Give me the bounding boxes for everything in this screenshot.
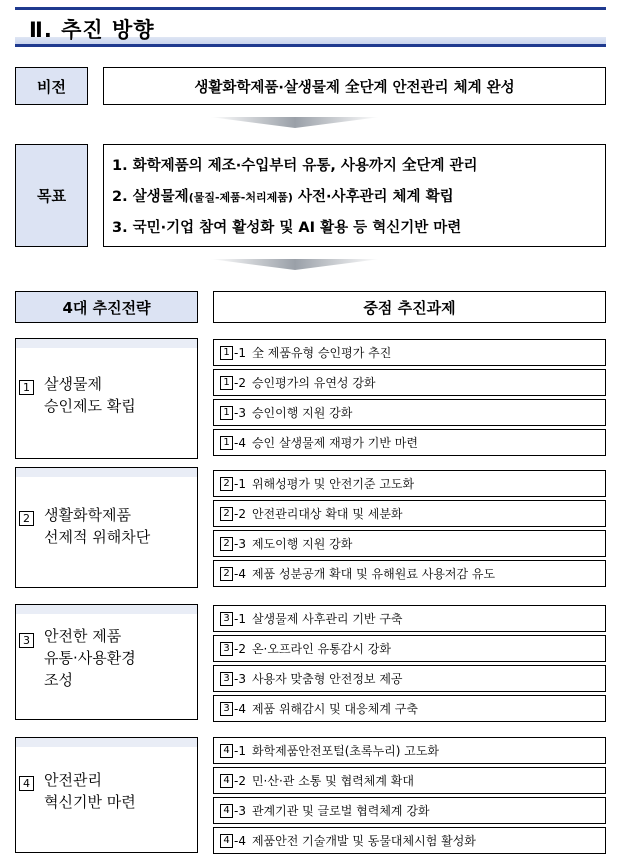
task-4-2	[213, 767, 606, 794]
task-3-3-id: -3	[234, 671, 246, 686]
task-2-3-id: -3	[234, 536, 246, 551]
strategy-name-4	[44, 769, 136, 813]
goal-item-2-small: (물질-제품-처리제품)	[188, 191, 293, 204]
task-1-4-num: 1	[220, 436, 233, 450]
task-2-2-num: 2	[220, 507, 233, 521]
task-2-1	[213, 470, 606, 497]
task-2-1-text: 위해성평가 및 안전기준 고도화	[251, 477, 415, 491]
task-1-2-id: -2	[234, 375, 246, 390]
task-1-3	[213, 399, 606, 426]
task-3-1-id: -1	[234, 611, 246, 626]
task-1-3-id: -3	[234, 405, 246, 420]
strategy-number-3: 3	[19, 633, 34, 648]
strategy-2-line-2: 선제적 위해차단	[44, 528, 151, 546]
task-1-4	[213, 429, 606, 456]
strategy-2-line-1: 생활화학제품	[44, 506, 131, 524]
task-list-3	[213, 605, 606, 725]
task-4-4-id: -4	[234, 833, 246, 848]
strategy-1-line-2: 승인제도 확립	[44, 397, 136, 415]
task-3-4-num: 3	[220, 702, 233, 716]
section-title: Ⅱ. 추진 방향	[29, 18, 155, 42]
strategy-3-line-1: 안전한 제품	[44, 627, 122, 645]
task-4-2-num: 4	[220, 774, 233, 788]
task-1-3-num: 1	[220, 406, 233, 420]
task-4-4-text: 제품안전 기술개발 및 동물대체시험 활성화	[251, 834, 476, 848]
strategy-1	[15, 338, 198, 459]
task-4-4	[213, 827, 606, 854]
task-4-1-id: -1	[234, 743, 246, 758]
strategy-4-line-1: 안전관리	[44, 771, 102, 789]
task-1-3-text: 승인이행 지원 강화	[251, 406, 353, 420]
task-2-2-text: 안전관리대상 확대 및 세분화	[251, 507, 403, 521]
goals-box	[103, 144, 606, 247]
task-2-2-id: -2	[234, 506, 246, 521]
task-4-3-id: -3	[234, 803, 246, 818]
strategies-header: 4대 추진전략	[15, 291, 198, 323]
task-2-3	[213, 530, 606, 557]
task-4-3-text: 관계기관 및 글로벌 협력체계 강화	[251, 804, 430, 818]
task-1-1	[213, 339, 606, 366]
task-3-4	[213, 695, 606, 722]
task-2-4-id: -4	[234, 566, 246, 581]
goals-label: 목표	[15, 144, 88, 247]
task-3-4-text: 제품 위해감시 및 대응체계 구축	[251, 702, 418, 716]
tasks-header: 중점 추진과제	[213, 291, 606, 323]
goal-item-1: 1. 화학제품의 제조·수입부터 유통, 사용까지 全단계 관리	[112, 158, 478, 174]
task-2-3-num: 2	[220, 537, 233, 551]
task-3-2-text: 온·오프라인 유통감시 강화	[251, 642, 391, 656]
task-4-1-num: 4	[220, 744, 233, 758]
task-4-2-id: -2	[234, 773, 246, 788]
task-4-1-text: 화학제품안전포털(초록누리) 고도화	[251, 744, 440, 758]
task-4-3-num: 4	[220, 804, 233, 818]
strategy-2	[15, 467, 198, 588]
strategy-3-line-2: 유통·사용환경	[44, 649, 136, 667]
vision-text: 생활화학제품·살생물제 全단계 안전관리 체계 완성	[194, 79, 515, 96]
task-3-2-id: -2	[234, 641, 246, 656]
task-2-4-text: 제품 성분공개 확대 및 유해원료 사용저감 유도	[251, 567, 496, 581]
task-3-1	[213, 605, 606, 632]
task-3-2	[213, 635, 606, 662]
strategy-name-2	[44, 504, 150, 548]
strategy-name-3	[44, 625, 136, 691]
task-1-2-num: 1	[220, 376, 233, 390]
strategy-4	[15, 737, 198, 853]
task-1-4-text: 승인 살생물제 재평가 기반 마련	[251, 436, 418, 450]
section-header	[15, 7, 606, 47]
strategy-name-1	[44, 373, 136, 417]
task-list-1	[213, 339, 606, 459]
task-4-4-num: 4	[220, 834, 233, 848]
strategy-3-line-3: 조성	[44, 671, 73, 689]
goal-item-2	[112, 182, 605, 213]
task-3-2-num: 3	[220, 642, 233, 656]
task-list-2	[213, 470, 606, 590]
strategy-3	[15, 604, 198, 720]
task-2-1-id: -1	[234, 476, 246, 491]
task-3-1-num: 3	[220, 612, 233, 626]
task-3-3	[213, 665, 606, 692]
task-3-3-text: 사용자 맞춤형 안전정보 제공	[251, 672, 403, 686]
task-1-1-id: -1	[234, 345, 246, 360]
task-2-4	[213, 560, 606, 587]
task-4-2-text: 민·산·관 소통 및 협력체계 확대	[251, 774, 414, 788]
task-1-1-num: 1	[220, 346, 233, 360]
task-4-3	[213, 797, 606, 824]
vision-label: 비전	[15, 67, 88, 105]
down-arrow-1	[210, 115, 380, 129]
goal-item-2-post: 사전·사후관리 체계 확립	[292, 189, 454, 205]
goal-item-3: 3. 국민·기업 참여 활성화 및 AI 활용 등 혁신기반 마련	[112, 220, 462, 236]
task-1-2-text: 승인평가의 유연성 강화	[251, 376, 376, 390]
strategy-number-1: 1	[19, 380, 34, 395]
down-arrow-2	[210, 257, 380, 271]
task-1-1-text: 全 제품유형 승인평가 추진	[251, 346, 392, 360]
task-1-2	[213, 369, 606, 396]
task-3-4-id: -4	[234, 701, 246, 716]
goal-item-2-pre: 2. 살생물제	[112, 189, 189, 205]
task-2-2	[213, 500, 606, 527]
task-list-4	[213, 737, 606, 857]
task-1-4-id: -4	[234, 435, 246, 450]
strategy-4-line-2: 혁신기반 마련	[44, 793, 136, 811]
task-3-1-text: 살생물제 사후관리 기반 구축	[251, 612, 403, 626]
task-2-1-num: 2	[220, 477, 233, 491]
task-3-3-num: 3	[220, 672, 233, 686]
strategy-1-line-1: 살생물제	[44, 375, 102, 393]
vision-box	[103, 67, 606, 105]
task-2-4-num: 2	[220, 567, 233, 581]
strategy-number-2: 2	[19, 511, 34, 526]
task-4-1	[213, 737, 606, 764]
task-2-3-text: 제도이행 지원 강화	[251, 537, 353, 551]
strategy-number-4: 4	[19, 776, 34, 791]
